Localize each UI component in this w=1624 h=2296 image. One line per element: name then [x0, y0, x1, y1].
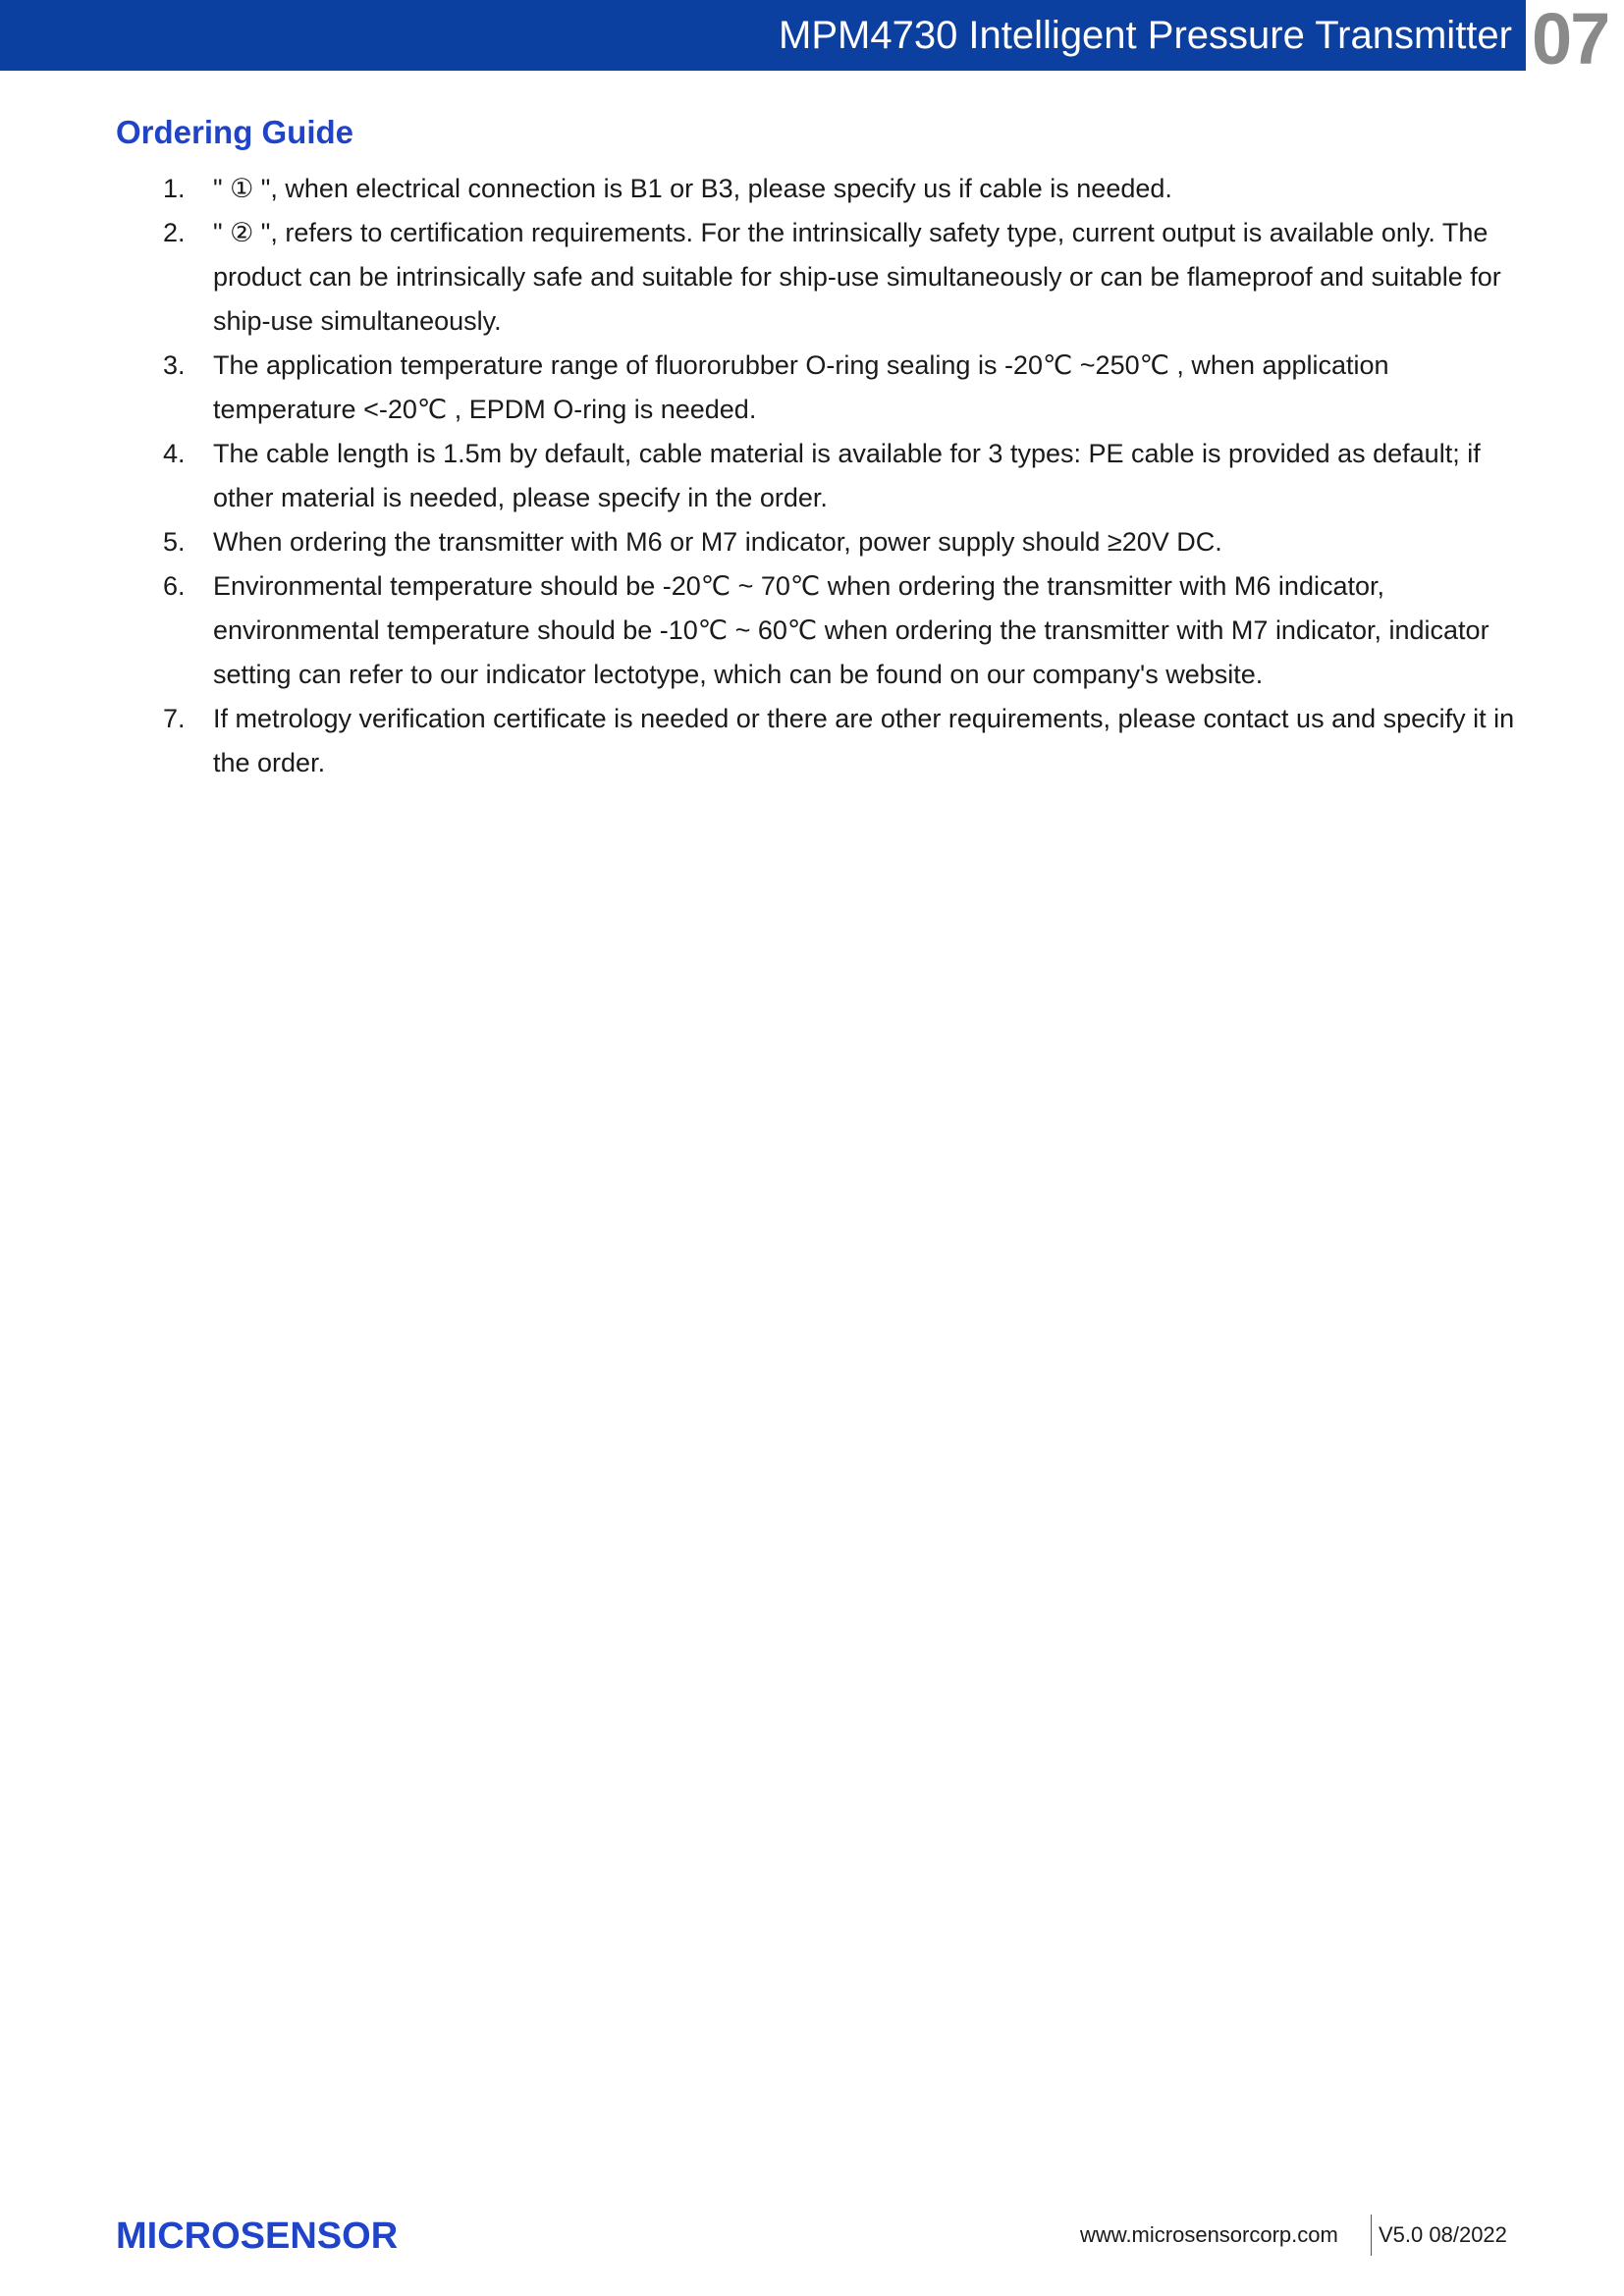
- footer-website: www.microsensorcorp.com: [1080, 2222, 1338, 2247]
- list-item-number: 5.: [163, 527, 186, 557]
- list-item-number: 6.: [163, 571, 186, 601]
- header-bar: [0, 0, 1526, 71]
- list-item-number: 7.: [163, 704, 186, 733]
- list-item-number: 3.: [163, 350, 186, 380]
- list-item-number: 2.: [163, 218, 186, 247]
- list-item: [163, 344, 1524, 432]
- list-item-number: 4.: [163, 439, 186, 468]
- list-item-text: The application temperature range of fluororubber O-ring sealing is -20℃ ~250℃ , when application temperature <-20℃ , EPDM O-ring is needed.: [213, 350, 1389, 424]
- footer-divider: [1371, 2215, 1372, 2256]
- list-item-text: The cable length is 1.5m by default, cable material is available for 3 types: PE cable is provided as default; if other material is needed, please specify in the order.: [213, 439, 1481, 512]
- list-item-text: When ordering the transmitter with M6 or M7 indicator, power supply should ≥20V DC.: [213, 527, 1222, 557]
- footer-version: V5.0 08/2022: [1379, 2222, 1507, 2247]
- page-number: 07: [1532, 0, 1609, 71]
- list-item: [163, 432, 1524, 520]
- list-item-text: Environmental temperature should be -20℃ ~ 70℃ when ordering the transmitter with M6 indicator, environmental temperature should be -10℃ ~ 60℃ when ordering the transmitter with M7 indicator, indicator setting can refer to our indicator lectotype, which can be found on our company's website.: [213, 571, 1489, 689]
- list-item: [163, 167, 1524, 211]
- list-item: [163, 564, 1524, 697]
- list-item: [163, 697, 1524, 785]
- list-item-text: " ① ", when electrical connection is B1 or B3, please specify us if cable is needed.: [213, 174, 1172, 203]
- list-item-number: 1.: [163, 174, 186, 203]
- list-item: [163, 211, 1524, 344]
- microsensor-logo: MICROSENSOR: [116, 2216, 399, 2257]
- list-item-text: " ② ", refers to certification requirements. For the intrinsically safety type, current output is available only. The product can be intrinsically safe and suitable for ship-use simultaneously or can be flameproof and suitable for ship-use simultaneously.: [213, 218, 1501, 336]
- section-heading: Ordering Guide: [116, 114, 354, 150]
- document-title: MPM4730 Intelligent Pressure Transmitter: [779, 14, 1512, 57]
- list-item: [163, 520, 1524, 564]
- list-item-text: If metrology verification certificate is needed or there are other requirements, please contact us and specify it in the order.: [213, 704, 1515, 777]
- ordering-guide-list: [163, 167, 1524, 785]
